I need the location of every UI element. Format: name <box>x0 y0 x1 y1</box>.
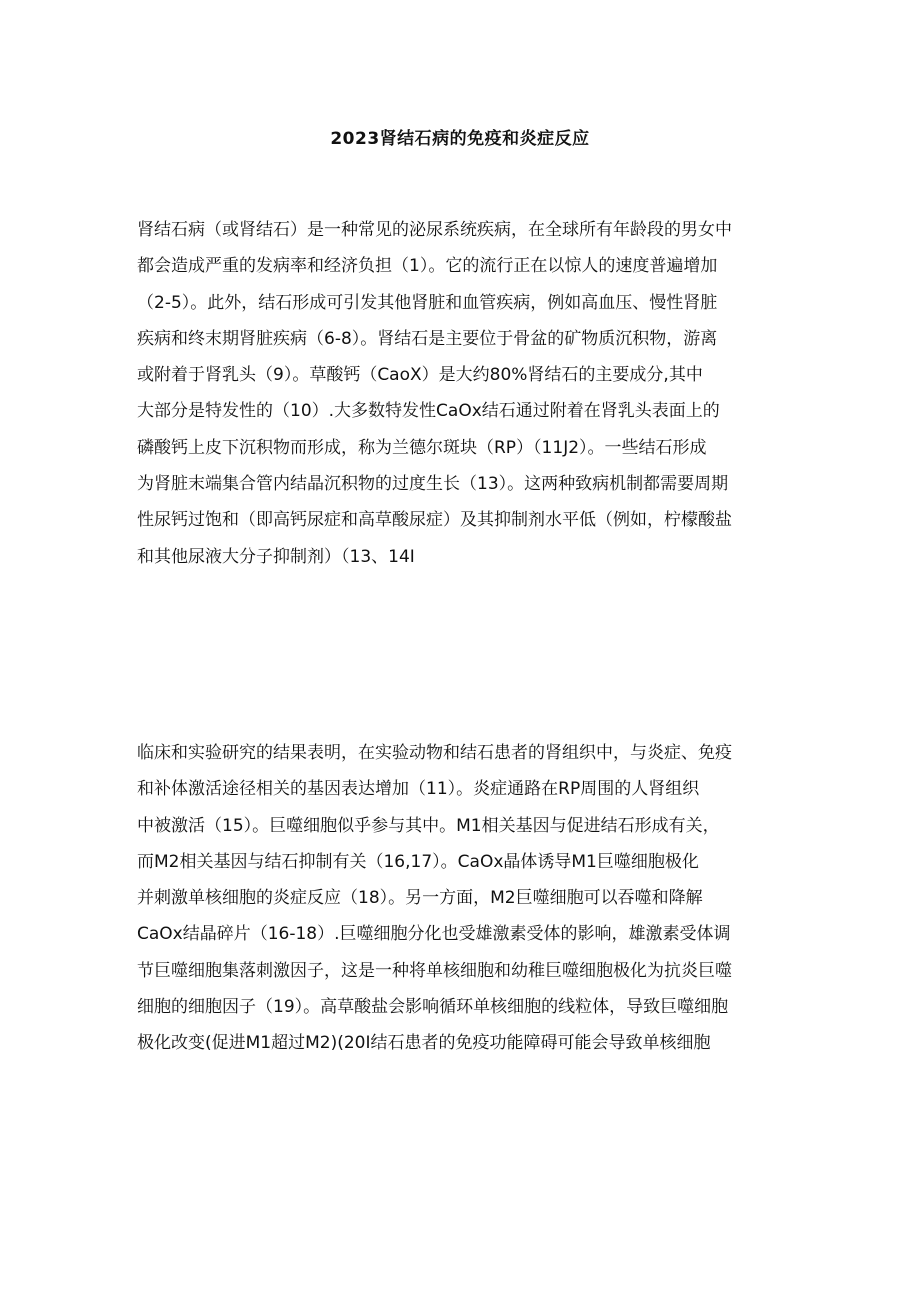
paragraph-2 <box>137 735 787 1062</box>
paragraph-line: CaOx结晶碎片（16-18）.巨噬细胞分化也受雄激素受体的影响，雄激素受体调 <box>137 924 731 945</box>
paragraph-line: 临床和实验研究的结果表明，在实验动物和结石患者的肾组织中，与炎症、免疫 <box>137 743 732 763</box>
paragraph-line: 大部分是特发性的（10）.大多数特发性CaOx结石通过附着在肾乳头表面上的 <box>137 401 720 422</box>
paragraph-line: （2-5）。此外，结石形成可引发其他肾脏和血管疾病，例如高血压、慢性肾脏 <box>137 292 718 313</box>
paragraph-line: 并刺激单核细胞的炎症反应（18）。另一方面，M2巨噬细胞可以吞噬和降解 <box>137 888 703 909</box>
document-title: 2023肾结石病的免疫和炎症反应 <box>330 129 590 149</box>
paragraph-line: 细胞的细胞因子（19）。高草酸盐会影响循环单核细胞的线粒体，导致巨噬细胞 <box>137 997 729 1018</box>
paragraph-line: 肾结石病（或肾结石）是一种常见的泌尿系统疾病，在全球所有年龄段的男女中 <box>137 220 732 240</box>
paragraph-line: 都会造成严重的发病率和经济负担（1）。它的流行正在以惊人的速度普遍增加 <box>137 256 718 277</box>
paragraph-line: 极化改变(促进M1超过M2)(20I结石患者的免疫功能障碍可能会导致单核细胞 <box>137 1033 711 1054</box>
paragraph-line: 和其他尿液大分子抑制剂）（13、14I <box>137 546 415 567</box>
paragraph-line: 磷酸钙上皮下沉积物而形成，称为兰德尔斑块（RP）（11J2）。一些结石形成 <box>137 437 707 458</box>
paragraph-line: 和补体激活途径相关的基因表达增加（11）。炎症通路在RP周围的人肾组织 <box>137 779 700 800</box>
paragraph-line: 为肾脏末端集合管内结晶沉积物的过度生长（13）。这两种致病机制都需要周期 <box>137 474 729 495</box>
paragraph-line: 或附着于肾乳头（9）。草酸钙（CaoX）是大约80%肾结石的主要成分,其中 <box>137 365 703 386</box>
paragraph-line: 中被激活（15）。巨噬细胞似乎参与其中。M1相关基因与促进结石形成有关， <box>137 815 720 836</box>
paragraph-line: 性尿钙过饱和（即高钙尿症和高草酸尿症）及其抑制剂水平低（例如，柠檬酸盐 <box>137 510 732 531</box>
paragraph-line: 节巨噬细胞集落刺激因子，这是一种将单核细胞和幼稚巨噬细胞极化为抗炎巨噬 <box>137 960 732 981</box>
paragraph-line: 而M2相关基因与结石抑制有关（16,17）。CaOx晶体诱导M1巨噬细胞极化 <box>137 851 699 872</box>
paragraph-line: 疾病和终末期肾脏疾病（6-8）。肾结石是主要位于骨盆的矿物质沉积物，游离 <box>137 328 718 349</box>
paragraph-1 <box>137 212 787 575</box>
